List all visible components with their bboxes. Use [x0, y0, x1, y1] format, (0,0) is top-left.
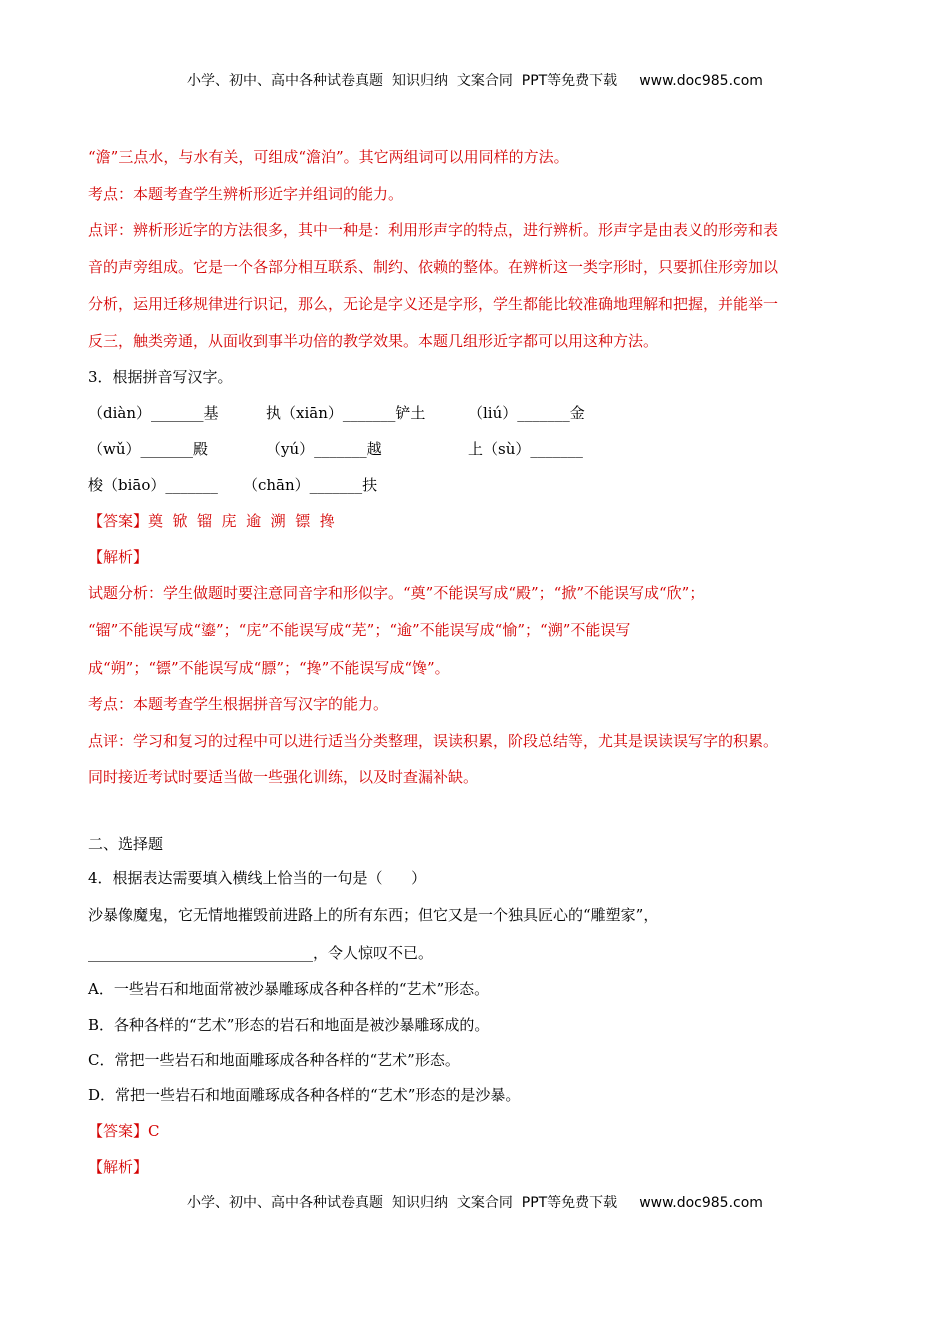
q2-dianping-4: 反三，触类旁通，从面收到事半功倍的教学效果。本题几组形近字都可以用这种方法。: [88, 332, 659, 350]
q3-dianping-1: 点评：学习和复习的过程中可以进行适当分类整理，误读积累，阶段总结等，尤其是误读误写字的积累。: [88, 732, 779, 750]
q4-option-c: C．常把一些岩石和地面雕琢成各种各样的“艺术”形态。: [88, 1051, 460, 1069]
q3-row1-item1: （diàn）_______基: [88, 404, 219, 422]
q3-kaodian: 考点：本题考查学生根据拼音写汉字的能力。: [88, 695, 389, 713]
q4-answer: 【答案】C: [88, 1122, 160, 1140]
q3-row2-item2: （yú）_______越: [266, 440, 382, 458]
footer-text: 小学、初中、高中各种试卷真题 知识归纳 文案合同 PPT等免费下载: [187, 1195, 618, 1211]
q4-option-d: D．常把一些岩石和地面雕琢成各种各样的“艺术”形态的是沙暴。: [88, 1086, 521, 1104]
q3-row1-item3: （liú）_______金: [468, 404, 585, 422]
q4-jiexi-label: 【解析】: [88, 1158, 149, 1176]
header-url[interactable]: www.doc985.com: [639, 73, 763, 89]
q3-dianping-2: 同时接近考试时要适当做一些强化训练，以及时查漏补缺。: [88, 768, 479, 786]
q3-row2-item1: （wǔ）_______殿: [88, 440, 209, 458]
q3-title: 3．根据拼音写汉字。: [88, 368, 233, 386]
q4-option-b: B．各种各样的“艺术”形态的岩石和地面是被沙暴雕琢成的。: [88, 1016, 490, 1034]
q3-row2-item3: 上（sù）_______: [468, 440, 583, 458]
q4-stem-2: ______________________________，令人惊叹不已。: [88, 944, 434, 962]
q2-dianping-3: 分析，运用迁移规律进行识记，那么，无论是字义还是字形，学生都能比较准确地理解和把握，并能举一: [88, 295, 779, 313]
section-2-title: 二、选择题: [88, 835, 164, 853]
q3-analysis-1: 试题分析：学生做题时要注意同音字和形似字。“奠”不能误写成“殿”；“掀”不能误写成“欣”；: [88, 584, 705, 602]
q3-row3-item2: （chān）_______扶: [243, 476, 378, 494]
q2-dianping-1: 点评：辨析形近字的方法很多，其中一种是：利用形声字的特点，进行辨析。形声字是由表义的形旁和表: [88, 221, 779, 239]
page-footer: [0, 1192, 950, 1212]
q3-jiexi-label: 【解析】: [88, 548, 149, 566]
q3-answer: 【答案】奠 锨 镏 庑 逾 溯 镖 搀: [88, 512, 335, 530]
q3-analysis-3: 成“朔”；“镖”不能误写成“膘”；“搀”不能误写成“馋”。: [88, 659, 450, 677]
q2-kaodian: 考点：本题考查学生辨析形近字并组词的能力。: [88, 185, 404, 203]
q4-option-a: A．一些岩石和地面常被沙暴雕琢成各种各样的“艺术”形态。: [88, 980, 490, 998]
page-header: [0, 70, 950, 90]
q3-row1-item2: 执（xiān）_______铲土: [266, 404, 426, 422]
footer-url[interactable]: www.doc985.com: [639, 1195, 763, 1211]
q4-title: 4．根据表达需要填入横线上恰当的一句是（ ）: [88, 869, 427, 887]
q2-dianping-2: 音的声旁组成。它是一个各部分相互联系、制约、依赖的整体。在辨析这一类字形时，只要抓住形旁加以: [88, 258, 779, 276]
header-text: 小学、初中、高中各种试卷真题 知识归纳 文案合同 PPT等免费下载: [187, 73, 618, 89]
q3-analysis-2: “镏”不能误写成“鎏”；“庑”不能误写成“芜”；“逾”不能误写成“愉”；“溯”不能误写: [88, 621, 631, 639]
q4-stem-1: 沙暴像魔鬼，它无情地摧毁前进路上的所有东西；但它又是一个独具匠心的“雕塑家”，: [88, 906, 659, 924]
q2-line1: “澹”三点水，与水有关，可组成“澹泊”。其它两组词可以用同样的方法。: [88, 148, 569, 166]
q3-row3-item1: 梭（biāo）_______: [88, 476, 218, 494]
